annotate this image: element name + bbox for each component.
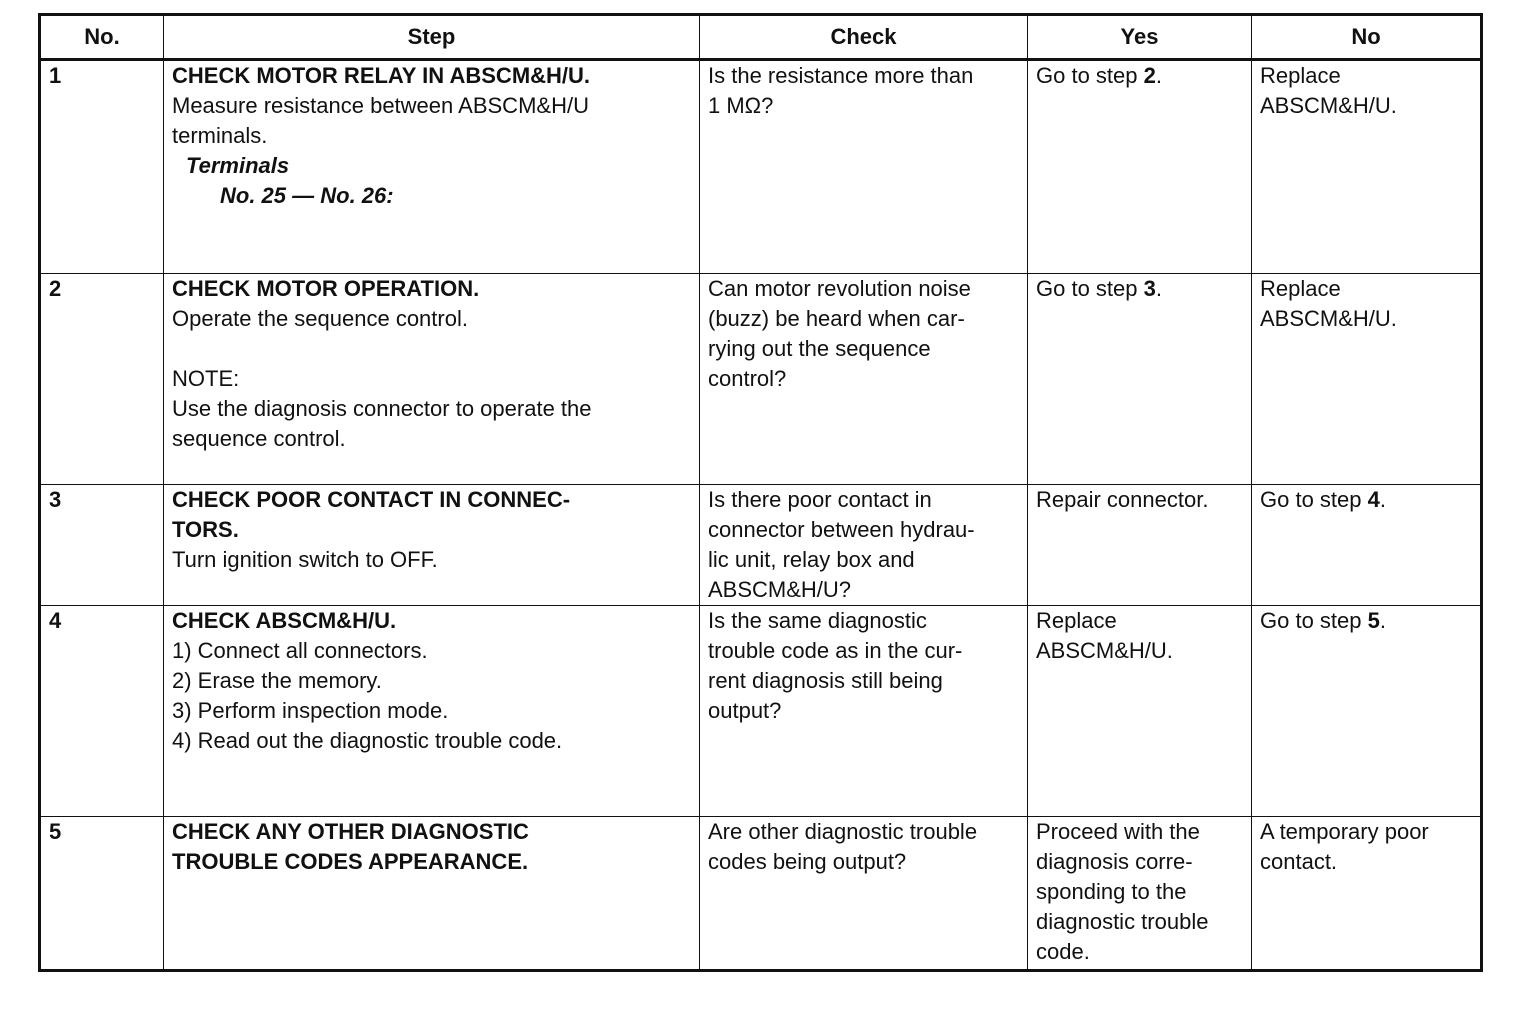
check-cell	[700, 60, 1028, 274]
table-row	[40, 485, 1482, 606]
check-line: trouble code as in the cur-	[708, 638, 963, 663]
check-line: 1 MΩ?	[708, 93, 774, 118]
row-number: 1	[40, 60, 164, 274]
check-cell	[700, 817, 1028, 971]
table-row	[40, 606, 1482, 817]
yes-cell	[1028, 274, 1252, 485]
yes-line: ABSCM&H/U.	[1036, 638, 1173, 663]
header-check: Check	[700, 15, 1028, 60]
row-number: 2	[40, 274, 164, 485]
step-line: Measure resistance between ABSCM&H/U	[172, 93, 589, 118]
no-cell	[1252, 274, 1482, 485]
note-line: sequence control.	[172, 426, 346, 451]
step-title: TORS.	[172, 517, 239, 542]
step-line: Operate the sequence control.	[172, 306, 468, 331]
no-prefix: Go to step	[1260, 608, 1368, 633]
yes-line: diagnostic trouble	[1036, 909, 1209, 934]
check-line: rying out the sequence	[708, 336, 931, 361]
check-cell	[700, 606, 1028, 817]
step-title: CHECK MOTOR OPERATION.	[172, 276, 480, 301]
check-line: ABSCM&H/U?	[708, 577, 852, 602]
yes-cell	[1028, 606, 1252, 817]
yes-suffix: .	[1155, 276, 1162, 301]
check-line: connector between hydrau-	[708, 517, 975, 542]
header-step: Step	[164, 15, 700, 60]
no-suffix: .	[1379, 487, 1386, 512]
terminals-label: Terminals	[186, 153, 290, 178]
table-row	[40, 274, 1482, 485]
terminals-value: No. 25 — No. 26:	[220, 183, 394, 208]
step-cell	[164, 817, 700, 971]
yes-step-number: 3	[1143, 276, 1156, 301]
step-title: CHECK MOTOR RELAY IN ABSCM&H/U.	[172, 63, 591, 88]
yes-prefix: Go to step	[1036, 276, 1144, 301]
yes-text: Repair connector.	[1036, 487, 1209, 512]
no-line: contact.	[1260, 849, 1338, 874]
step-cell	[164, 485, 700, 606]
step-cell	[164, 606, 700, 817]
check-line: Are other diagnostic trouble	[708, 819, 978, 844]
header-no: No.	[40, 15, 164, 60]
yes-line: Replace	[1036, 608, 1117, 633]
check-cell	[700, 485, 1028, 606]
step-line: 3) Perform inspection mode.	[172, 698, 449, 723]
check-line: Can motor revolution noise	[708, 276, 971, 301]
check-line: codes being output?	[708, 849, 907, 874]
row-number: 3	[40, 485, 164, 606]
check-line: Is the resistance more than	[708, 63, 974, 88]
check-cell	[700, 274, 1028, 485]
no-suffix: .	[1379, 608, 1386, 633]
yes-line: code.	[1036, 939, 1090, 964]
step-line: 4) Read out the diagnostic trouble code.	[172, 728, 563, 753]
check-line: control?	[708, 366, 787, 391]
step-line: 1) Connect all connectors.	[172, 638, 428, 663]
step-cell	[164, 60, 700, 274]
no-cell	[1252, 485, 1482, 606]
no-prefix: Go to step	[1260, 487, 1368, 512]
check-line: Is there poor contact in	[708, 487, 932, 512]
yes-prefix: Go to step	[1036, 63, 1144, 88]
step-cell	[164, 274, 700, 485]
check-line: Is the same diagnostic	[708, 608, 927, 633]
check-line: (buzz) be heard when car-	[708, 306, 965, 331]
step-line: 2) Erase the memory.	[172, 668, 382, 693]
no-step-number: 5	[1367, 608, 1380, 633]
no-cell	[1252, 817, 1482, 971]
yes-suffix: .	[1155, 63, 1162, 88]
yes-line: sponding to the	[1036, 879, 1187, 904]
diagnostic-table	[38, 13, 1483, 972]
no-cell	[1252, 606, 1482, 817]
yes-cell	[1028, 485, 1252, 606]
note-line: Use the diagnosis connector to operate the	[172, 396, 592, 421]
step-title: CHECK ANY OTHER DIAGNOSTIC	[172, 819, 529, 844]
yes-line: diagnosis corre-	[1036, 849, 1193, 874]
yes-step-number: 2	[1143, 63, 1156, 88]
check-line: output?	[708, 698, 782, 723]
table-row	[40, 60, 1482, 274]
spacer	[172, 334, 691, 364]
header-no-result: No	[1252, 15, 1482, 60]
step-title: CHECK POOR CONTACT IN CONNEC-	[172, 487, 571, 512]
step-title: CHECK ABSCM&H/U.	[172, 608, 397, 633]
note-label: NOTE:	[172, 366, 240, 391]
step-line: terminals.	[172, 123, 268, 148]
no-line: ABSCM&H/U.	[1260, 93, 1397, 118]
step-line: Turn ignition switch to OFF.	[172, 547, 438, 572]
step-title: TROUBLE CODES APPEARANCE.	[172, 849, 529, 874]
no-step-number: 4	[1367, 487, 1380, 512]
row-number: 4	[40, 606, 164, 817]
no-line: Replace	[1260, 276, 1341, 301]
check-line: rent diagnosis still being	[708, 668, 943, 693]
row-number: 5	[40, 817, 164, 971]
check-line: lic unit, relay box and	[708, 547, 915, 572]
yes-cell	[1028, 60, 1252, 274]
yes-cell	[1028, 817, 1252, 971]
no-cell	[1252, 60, 1482, 274]
no-line: A temporary poor	[1260, 819, 1429, 844]
no-line: Replace	[1260, 63, 1341, 88]
header-yes: Yes	[1028, 15, 1252, 60]
table-row	[40, 817, 1482, 971]
table-header	[40, 15, 1482, 60]
yes-line: Proceed with the	[1036, 819, 1200, 844]
no-line: ABSCM&H/U.	[1260, 306, 1397, 331]
